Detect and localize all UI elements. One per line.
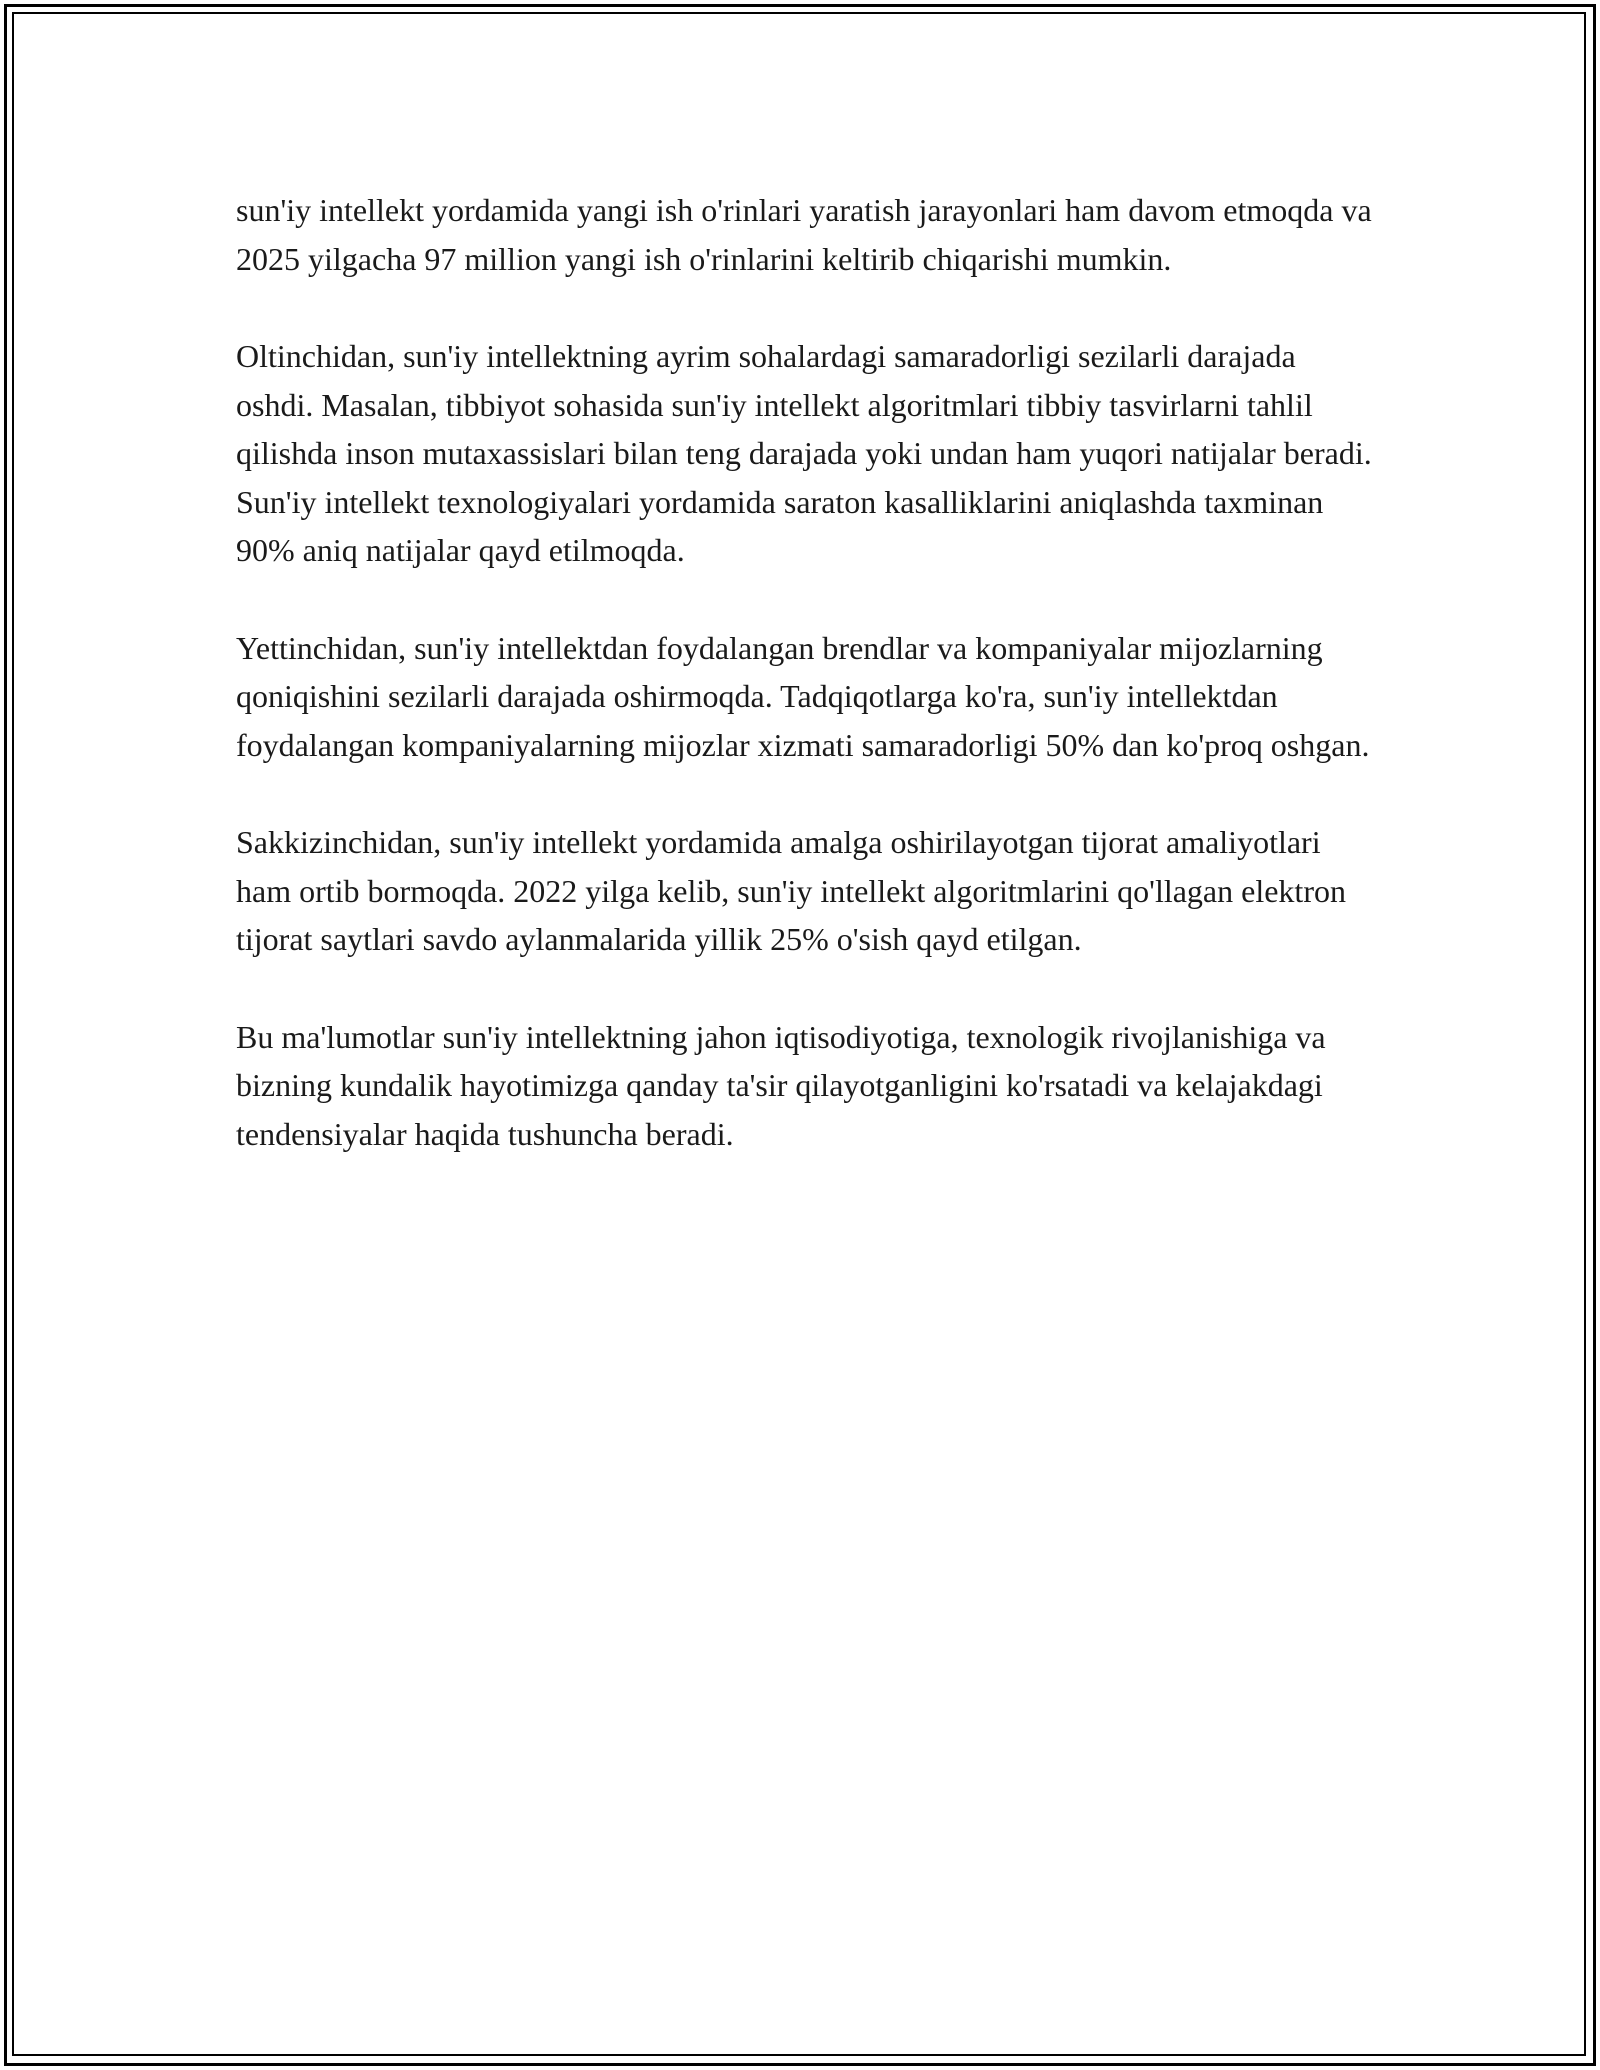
document-body: [236, 186, 1376, 1207]
paragraph-conclusion: Bu ma'lumotlar sun'iy intellektning jahon iqtisodiyotiga, texnologik rivojlanishiga va bizning kundalik hayotimizga qanday ta'sir qilayotganligini ko'rsatadi va kelajakdagi tendensiyalar haqida tushuncha beradi.: [236, 1018, 1326, 1152]
paragraph-seventh-customer-satisfaction: Yettinchidan, sun'iy intellektdan foydalangan brendlar va kompaniyalar mijozlarning qoniqishini sezilarli darajada oshirmoqda. Tadqiqotlarga ko'ra, sun'iy intellektdan foydalangan kompaniyalarning mijozlar xizmati samaradorligi 50% dan ko'proq oshgan.: [236, 629, 1370, 763]
paragraph-sixth-efficiency: Oltinchidan, sun'iy intellektning ayrim sohalardagi samaradorligi sezilarli darajada oshdi. Masalan, tibbiyot sohasida sun'iy intellekt algoritmlari tibbiy tasvirlarni tahlil qilishda inson mutaxassislari bilan teng darajada yoki undan ham yuqori natijalar beradi. Sun'iy intellekt texnologiyalari yordamida saraton kasalliklarini aniqlashda taxminan 90% aniq natijalar qayd etilmoqda.: [236, 338, 1372, 568]
paragraph-jobs-creation: sun'iy intellekt yordamida yangi ish o'rinlari yaratish jarayonlari ham davom etmoqda va 2025 yilgacha 97 million yangi ish o'rinlarini keltirib chiqarishi mumkin.: [236, 192, 1372, 277]
paragraph-eighth-ecommerce: Sakkizinchidan, sun'iy intellekt yordamida amalga oshirilayotgan tijorat amaliyotlari ham ortib bormoqda. 2022 yilga kelib, sun'iy intellekt algoritmlarini qo'llagan elektron tijorat saytlari savdo aylanmalarida yillik 25% o'sish qayd etilgan.: [236, 824, 1346, 957]
